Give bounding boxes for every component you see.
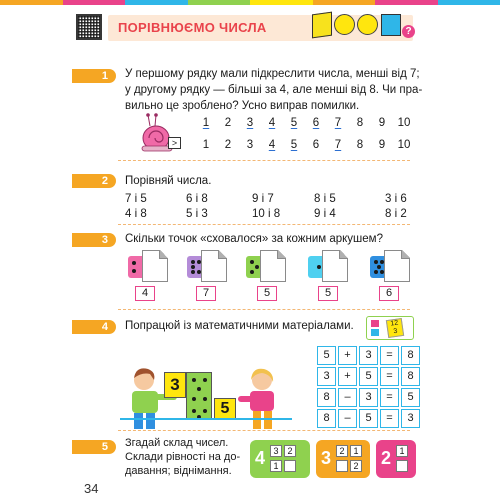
tile-cell[interactable]: 3 xyxy=(270,445,282,457)
domino-number: 5 xyxy=(220,400,230,417)
equation-cell[interactable]: 5 xyxy=(401,388,420,407)
row-2-number: 5 xyxy=(290,139,298,151)
task-5-line-2: Склади рівності на до- xyxy=(125,451,241,463)
number-row-1 xyxy=(195,117,415,129)
compare-pair-3 xyxy=(252,192,280,222)
table-edge xyxy=(120,418,292,420)
task-5-text xyxy=(125,436,240,478)
task-1-line-2: у другому рядку — більші за 4, але менші від 8. Чи пра- xyxy=(125,84,423,96)
row-1-number: 5 xyxy=(290,117,298,129)
section-divider xyxy=(118,309,410,310)
equation-cell[interactable]: 8 xyxy=(317,409,336,428)
compare-pair-1 xyxy=(125,192,147,222)
number-composition-tile-3 xyxy=(316,440,370,478)
qr-code-icon[interactable] xyxy=(76,14,102,40)
domino-number: 3 xyxy=(170,375,180,394)
cube-shape-icon xyxy=(312,12,332,39)
answer-box[interactable]: 7 xyxy=(196,286,216,301)
task-1-line-1: У першому рядку мали підкреслити числа, менші від 7; xyxy=(125,68,420,80)
equation-cell[interactable]: 5 xyxy=(317,346,336,365)
row-2-number: 9 xyxy=(378,139,386,151)
row-2-number: 2 xyxy=(224,139,232,151)
equation-cell[interactable]: 5 xyxy=(359,409,378,428)
equation-cell[interactable]: 3 xyxy=(401,409,420,428)
circle-shape-icon xyxy=(334,14,355,35)
row-2-number: 8 xyxy=(356,139,364,151)
row-1-number: 3 xyxy=(246,117,254,129)
snail-sign: > xyxy=(168,137,181,149)
equation-grid xyxy=(317,346,420,428)
equation-cell[interactable]: = xyxy=(380,346,399,365)
dice-card-3 xyxy=(246,250,290,284)
mini-card-digit: 2 xyxy=(393,319,399,328)
task-number-1: 1 xyxy=(72,69,116,83)
paper-sheet xyxy=(384,250,410,282)
question-mark-icon: ? xyxy=(402,25,415,38)
row-1-number: 1 xyxy=(202,117,210,129)
answer-box[interactable]: 4 xyxy=(135,286,155,301)
compare-item: 4 і 8 xyxy=(125,208,147,220)
answer-box[interactable]: 5 xyxy=(257,286,277,301)
row-2-number: 6 xyxy=(312,139,320,151)
mini-card-digit: 1 xyxy=(390,320,395,328)
equation-cell[interactable]: 8 xyxy=(401,367,420,386)
compare-item: 5 і 3 xyxy=(186,208,208,220)
task-5-line-1: Згадай склад чисел. xyxy=(125,437,229,449)
tile-cell[interactable]: 2 xyxy=(350,460,362,472)
compare-item: 8 і 2 xyxy=(385,208,407,220)
equation-cell[interactable]: + xyxy=(338,367,357,386)
row-2-number: 3 xyxy=(246,139,254,151)
paper-sheet xyxy=(260,250,286,282)
tile-cell[interactable] xyxy=(396,460,408,472)
task-number-5: 5 xyxy=(72,440,116,454)
equation-cell[interactable]: 3 xyxy=(359,346,378,365)
domino-green xyxy=(186,372,212,420)
dice-card-5 xyxy=(370,250,414,284)
compare-pair-5 xyxy=(385,192,407,222)
equation-cell[interactable]: + xyxy=(338,346,357,365)
tile-cell[interactable]: 1 xyxy=(350,445,362,457)
section-divider xyxy=(118,224,410,225)
row-2-number: 1 xyxy=(202,139,210,151)
task-4-text: Попрацюй із математичними матеріалами. xyxy=(125,320,354,332)
tile-cell[interactable] xyxy=(336,460,348,472)
dice-card-2 xyxy=(187,250,231,284)
row-2-number: 10 xyxy=(397,139,411,151)
answer-box[interactable]: 5 xyxy=(318,286,338,301)
page-title: ПОРІВНЮЄМО ЧИСЛА xyxy=(118,20,267,35)
domino-right xyxy=(214,398,236,420)
row-1-number: 8 xyxy=(356,117,364,129)
row-1-number: 2 xyxy=(224,117,232,129)
tile-cell[interactable]: 2 xyxy=(336,445,348,457)
row-2-number: 4 xyxy=(268,139,276,151)
section-divider xyxy=(118,160,410,161)
number-row-2 xyxy=(195,139,415,151)
compare-item: 9 і 7 xyxy=(252,193,274,205)
row-1-number: 6 xyxy=(312,117,320,129)
equation-cell[interactable]: – xyxy=(338,388,357,407)
equation-cell[interactable]: = xyxy=(380,409,399,428)
paper-sheet xyxy=(142,250,168,282)
dice-card-4 xyxy=(308,250,352,284)
equation-cell[interactable]: 8 xyxy=(317,388,336,407)
tile-cell[interactable] xyxy=(284,460,296,472)
tile-number: 4 xyxy=(255,448,266,468)
compare-item: 9 і 4 xyxy=(314,208,336,220)
task-number-4: 4 xyxy=(72,320,116,334)
compare-item: 3 і 6 xyxy=(385,193,407,205)
compare-item: 6 і 8 xyxy=(186,193,208,205)
compare-item: 10 і 8 xyxy=(252,208,281,220)
row-2-number: 7 xyxy=(334,139,342,151)
blue-cube-shape-icon xyxy=(381,14,401,36)
circle-shape-icon xyxy=(357,14,378,35)
compare-item: 8 і 5 xyxy=(314,193,336,205)
answer-box[interactable]: 6 xyxy=(379,286,399,301)
top-color-stripe xyxy=(0,0,500,5)
equation-cell[interactable]: – xyxy=(338,409,357,428)
materials-card xyxy=(366,316,414,340)
section-divider xyxy=(118,430,410,431)
row-1-number: 4 xyxy=(268,117,276,129)
dice-card-1 xyxy=(128,250,172,284)
equation-cell[interactable]: 5 xyxy=(359,367,378,386)
paper-sheet xyxy=(201,250,227,282)
tile-cell[interactable]: 1 xyxy=(396,445,408,457)
equation-cell[interactable]: 8 xyxy=(401,346,420,365)
row-1-number: 10 xyxy=(397,117,411,129)
domino-top xyxy=(164,372,186,398)
row-1-number: 7 xyxy=(334,117,342,129)
task-2-text: Порівняй числа. xyxy=(125,175,212,187)
equation-cell[interactable]: 3 xyxy=(317,367,336,386)
task-5-line-3: давання; віднімання. xyxy=(125,465,232,477)
task-number-3: 3 xyxy=(72,233,116,247)
number-composition-tile-4 xyxy=(250,440,310,478)
compare-pair-4 xyxy=(314,192,336,222)
tile-number: 3 xyxy=(321,448,332,468)
compare-pair-2 xyxy=(186,192,208,222)
task-number-2: 2 xyxy=(72,174,116,188)
tile-number: 2 xyxy=(381,448,392,468)
tile-cell[interactable]: 1 xyxy=(270,460,282,472)
number-composition-tile-2 xyxy=(376,440,416,478)
compare-item: 7 і 5 xyxy=(125,193,147,205)
equation-cell[interactable]: 3 xyxy=(359,388,378,407)
task-1-text xyxy=(125,66,425,114)
page-number: 34 xyxy=(84,481,99,496)
girl-illustration xyxy=(236,366,286,430)
tile-cell[interactable]: 2 xyxy=(284,445,296,457)
equation-cell[interactable]: = xyxy=(380,388,399,407)
task-1-line-3: вильно це зроблено? Усно виправ помилки. xyxy=(125,100,360,112)
equation-cell[interactable]: = xyxy=(380,367,399,386)
paper-sheet xyxy=(322,250,348,282)
mini-card-digit: 3 xyxy=(393,327,398,336)
task-3-text: Скільки точок «сховалося» за кожним аркушем? xyxy=(125,233,383,245)
row-1-number: 9 xyxy=(378,117,386,129)
